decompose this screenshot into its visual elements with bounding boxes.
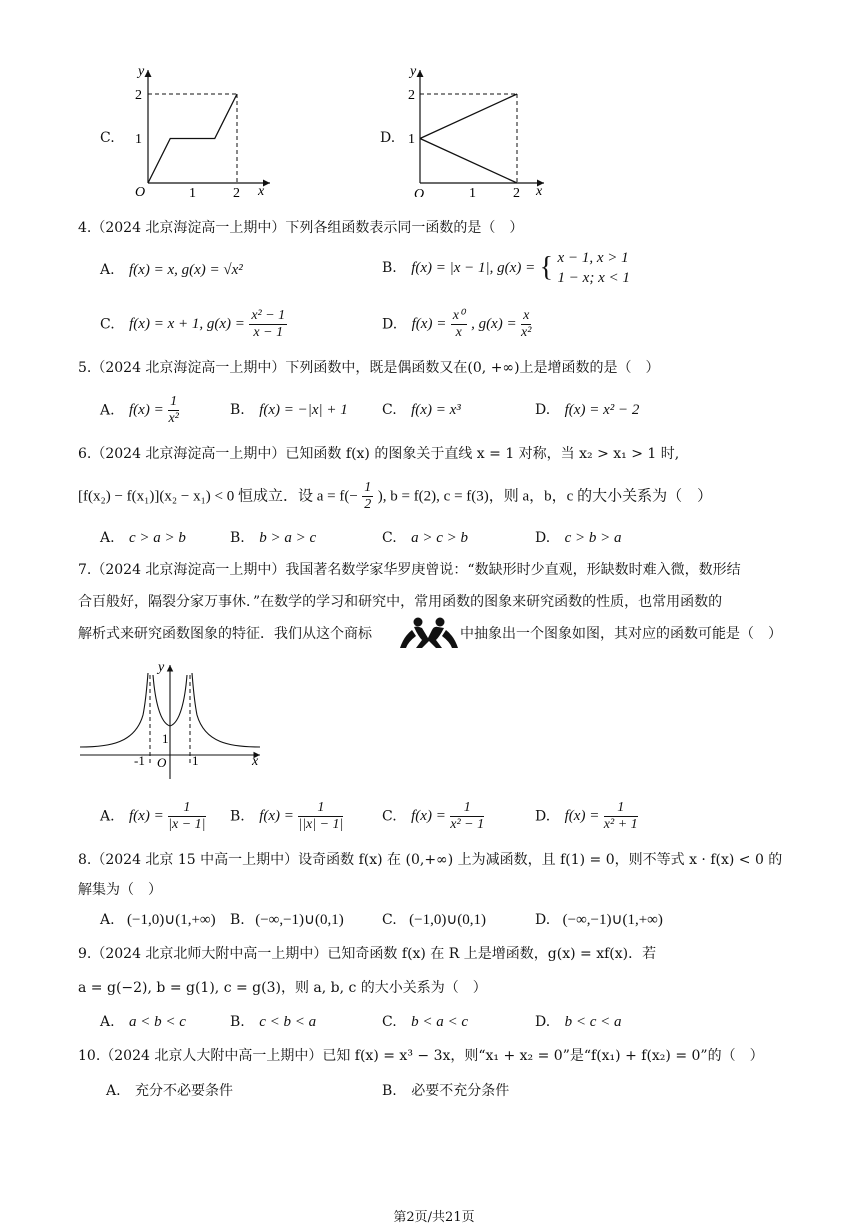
q6-line2-num: 1 (364, 480, 372, 495)
option-label: A. (100, 912, 115, 928)
q4-option-a[interactable] (100, 262, 243, 279)
q4-c-num: x² − 1 (251, 308, 286, 323)
q4-stem: 4.（2024 北京海淀高一上期中）下列各组函数表示同一函数的是（ ） (78, 220, 524, 236)
q7-line3a: 解析式来研究函数图象的特征．我们从这个商标 (78, 626, 372, 642)
q9-option-b[interactable] (230, 1014, 316, 1031)
tick-y-2: 2 (408, 88, 415, 103)
q4-option-b[interactable] (382, 248, 630, 288)
option-label: A. (100, 530, 115, 546)
q6-line2 (78, 480, 712, 513)
page-number-footer: 第2页/共21页 (393, 1210, 475, 1225)
axis-y-label: y (138, 64, 145, 79)
q5-option-d[interactable] (535, 402, 639, 419)
q5-c-expr: f(x) = x³ (411, 402, 461, 418)
q9-option-a[interactable] (100, 1014, 186, 1031)
tick-y-2: 2 (135, 88, 142, 103)
q7-option-d[interactable] (535, 800, 638, 833)
q8-line2: 解集为（ ） (78, 882, 162, 898)
option-label: C. (382, 530, 397, 546)
q7-a-expr: f(x) = (129, 808, 164, 824)
q7-b-expr: f(x) = (259, 808, 294, 824)
tick-y-1: 1 (162, 731, 169, 746)
q7-option-a[interactable] (100, 800, 206, 833)
axis-y-label: y (158, 660, 165, 675)
curve-left-branch (80, 673, 148, 747)
q7-line1: 7.（2024 北京海淀高一上期中）我国著名数学家华罗庚曾说：“数缺形时少直观，形缺数时难入微，数形结 (78, 562, 741, 578)
q6-c-expr: a > c > b (411, 530, 469, 546)
q9-option-d[interactable] (535, 1014, 622, 1031)
graph-d-line-lower (420, 139, 517, 184)
q7-c-num: 1 (450, 800, 484, 817)
q4-b-expr: f(x) = |x − 1|, g(x) = (411, 259, 536, 276)
option-label: B. (230, 402, 245, 418)
q4-option-c[interactable] (100, 308, 287, 341)
option-label: D. (535, 912, 551, 928)
q8-option-c[interactable] (382, 910, 486, 929)
q5-option-c[interactable] (382, 402, 461, 419)
q7-d-expr: f(x) = (564, 808, 600, 824)
graph-option-c (128, 62, 278, 197)
option-d-label: D. (380, 130, 396, 146)
q6-stem: 6.（2024 北京海淀高一上期中）已知函数 f(x) 的图象关于直线 x = 1 对称，当 x₂ > x₁ > 1 时, (78, 446, 680, 462)
q5-b-expr: f(x) = −|x| + 1 (259, 402, 348, 418)
q5-option-a[interactable] (100, 394, 179, 427)
q8-line1: 8.（2024 北京 15 中高一上期中）设奇函数 f(x) 在 (0,+∞) 上为减函数，且 f(1) = 0，则不等式 x · f(x) < 0 的 (78, 852, 783, 868)
q7-b-den: ||x| − 1| (298, 817, 344, 832)
q8-d-expr: (−∞,−1)∪(1,+∞) (562, 912, 663, 928)
q10-option-a[interactable] (106, 1080, 233, 1100)
q7-c-den: x² − 1 (450, 817, 485, 832)
q8-c-expr: (−1,0)∪(0,1) (409, 912, 487, 928)
tick-x-1: 1 (192, 753, 199, 768)
q8-a-expr: (−1,0)∪(1,+∞) (127, 912, 216, 928)
q4-a-expr: f(x) = x, g(x) = √x² (129, 262, 243, 278)
q7-d-den: x² + 1 (603, 817, 638, 832)
axis-x-label: x (258, 184, 265, 197)
option-label: D. (382, 316, 398, 333)
q6-line2a: [f(x₂) − f(x₁)](x₂ − x₁) < 0 恒成立．设 a = f(− (78, 488, 358, 505)
option-label: C. (382, 402, 397, 418)
option-label: D. (535, 530, 551, 546)
q4-b-case1: x − 1, x > 1 (557, 250, 629, 266)
option-c-label: C. (100, 130, 115, 146)
option-label: C. (382, 808, 397, 825)
q6-d-expr: c > b > a (564, 530, 622, 546)
q6-line2b: ), b = f(2), c = f(3)，则 a，b，c 的大小关系为（ ） (377, 488, 713, 505)
graph-option-d (402, 62, 552, 197)
tick-x-minus-1: -1 (134, 753, 145, 768)
q6-line2-den: 2 (364, 497, 372, 512)
q6-b-expr: b > a > c (259, 530, 317, 546)
tick-y-1: 1 (408, 132, 415, 147)
q6-option-d[interactable] (535, 530, 622, 547)
option-label: B. (230, 808, 245, 825)
q8-option-b[interactable] (230, 910, 344, 929)
q8-option-d[interactable] (535, 910, 663, 929)
q9-b-expr: c < b < a (259, 1014, 317, 1030)
q5-a-num: 1 (170, 394, 178, 409)
q10-stem: 10.（2024 北京人大附中高一上期中）已知 f(x) = x³ − 3x，则“x₁ + x₂ = 0”是“f(x₁) + f(x₂) = 0”的（ ） (78, 1048, 764, 1064)
q7-a-den: |x − 1| (168, 817, 206, 832)
q4-d-expr2: , g(x) = (471, 316, 517, 332)
q5-d-expr: f(x) = x² − 2 (564, 402, 640, 418)
q7-c-expr: f(x) = (411, 808, 446, 824)
option-label: D. (535, 808, 551, 825)
curve-right-branch (192, 673, 260, 747)
option-label: A. (106, 1083, 121, 1099)
option-label: B. (230, 912, 245, 928)
q10-option-b[interactable] (382, 1080, 509, 1100)
q7-function-graph (80, 655, 270, 783)
axis-y-label: y (410, 64, 417, 79)
q6-option-a[interactable] (100, 530, 186, 547)
q10-b-text: 必要不充分条件 (411, 1083, 510, 1099)
q6-option-b[interactable] (230, 530, 316, 547)
option-label: C. (382, 912, 397, 928)
q5-option-b[interactable] (230, 402, 348, 419)
q9-option-c[interactable] (382, 1014, 468, 1031)
q4-c-den: x − 1 (253, 325, 284, 340)
axis-x-label: x (536, 184, 543, 197)
axis-x-label: x (252, 754, 259, 769)
option-label: B. (230, 1014, 245, 1030)
option-label: D. (535, 1014, 551, 1030)
q7-line3b: 中抽象出一个图象如图，其对应的函数可能是（ ） (460, 626, 782, 642)
q9-line2: a = g(−2), b = g(1), c = g(3)，则 a, b, c 的大小关系为（ ） (78, 980, 487, 996)
q4-d-den1: x (455, 325, 462, 340)
option-label: A. (100, 1014, 115, 1030)
origin-label: O (157, 755, 167, 770)
q7-option-b[interactable] (230, 800, 343, 833)
q7-d-num: 1 (604, 800, 638, 817)
q7-a-num: 1 (168, 800, 205, 817)
option-label: A. (100, 808, 115, 825)
q8-b-expr: (−∞,−1)∪(0,1) (255, 912, 344, 928)
q7-line2: 合百般好，隔裂分家万事休．”在数学的学习和研究中，常用函数的图象来研究函数的性质，也常用函数的 (78, 594, 723, 610)
q4-c-expr: f(x) = x + 1, g(x) = (129, 316, 245, 332)
brace-icon: { (539, 252, 554, 283)
tick-x-2: 2 (513, 186, 520, 197)
q7-b-num: 1 (298, 800, 343, 817)
option-label: A. (100, 262, 115, 278)
q5-a-den: x² (168, 411, 179, 426)
q6-a-expr: c > a > b (129, 530, 186, 546)
option-label: A. (100, 402, 115, 419)
origin-label: O (135, 185, 146, 197)
q9-a-expr: a < b < c (129, 1014, 186, 1030)
q8-option-a[interactable] (100, 910, 216, 929)
graph-c-line (148, 94, 237, 183)
tick-y-1: 1 (135, 132, 142, 147)
q5-a-expr: f(x) = (129, 402, 164, 418)
kappa-logo-image (398, 616, 460, 650)
q4-d-expr1: f(x) = (411, 316, 447, 332)
q10-a-text: 充分不必要条件 (135, 1083, 234, 1099)
graph-d-line-upper (420, 94, 517, 139)
option-label: C. (100, 316, 115, 333)
option-label: B. (382, 260, 397, 276)
tick-x-1: 1 (189, 186, 196, 197)
q5-stem: 5.（2024 北京海淀高一上期中）下列函数中，既是偶函数又在(0, +∞)上是增函数的是（ ） (78, 360, 660, 376)
q6-option-c[interactable] (382, 530, 468, 547)
tick-x-2: 2 (233, 186, 240, 197)
q9-line1: 9.（2024 北京北师大附中高一上期中）已知奇函数 f(x) 在 R 上是增函数，g(x) = xf(x)．若 (78, 946, 657, 962)
q4-d-num1: x⁰ (452, 308, 465, 323)
q4-b-case2: 1 − x; x < 1 (557, 270, 630, 286)
option-label: B. (382, 1083, 397, 1099)
q4-option-d[interactable] (382, 308, 531, 341)
q4-d-num2: x (521, 308, 531, 325)
origin-label: O (414, 187, 425, 197)
q4-d-den2: x² (521, 325, 532, 340)
option-label: B. (230, 530, 245, 546)
q9-d-expr: b < c < a (564, 1014, 622, 1030)
option-label: C. (382, 1014, 397, 1030)
q9-c-expr: b < a < c (411, 1014, 469, 1030)
tick-x-1: 1 (469, 186, 476, 197)
q7-option-c[interactable] (382, 800, 484, 833)
option-label: D. (535, 402, 551, 418)
